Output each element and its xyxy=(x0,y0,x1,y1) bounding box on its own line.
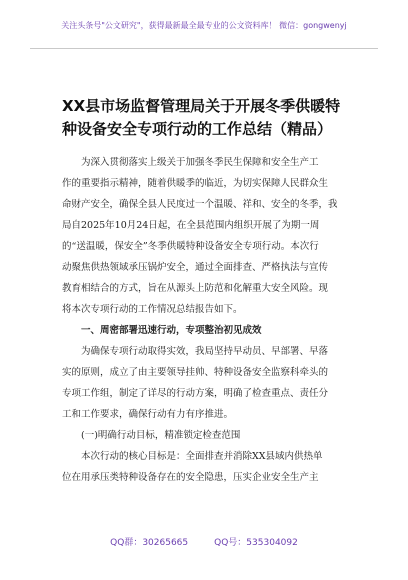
body-line: 工和工作要求，确保行动有力有序推进。 xyxy=(62,409,234,420)
body-line: 将本次专项行动的工作情况总结报告如下。 xyxy=(62,304,243,315)
body-line: 位在用承压类特种设备存在的安全隐患，压实企业安全生产主 xyxy=(62,472,319,483)
body-line: 本次行动的核心目标是：全面排查并消除XX县域内供热单 xyxy=(81,451,323,462)
header-banner: 关注头条号"公文研究"，获得最新最全最专业的公文资料库！ 微信：gongwenyj xyxy=(61,21,347,30)
title-line: XX县市场监督管理局关于开展冬季供暖特 xyxy=(62,97,341,115)
body-line: 的“送温暖，保安全”冬季供暖特种设备安全专项行动。本次行 xyxy=(62,241,319,252)
body-line: 实的原则，成立了由主要领导挂帅、特种设备安全监察科牵头的 xyxy=(62,367,329,378)
document-body xyxy=(62,152,354,488)
body-line: 动聚焦供热领域承压锅炉安全，通过全面排查、严格执法与宣传 xyxy=(62,262,329,273)
subsection-heading: (一)明确行动目标，精准锁定检查范围 xyxy=(81,430,241,441)
qq-number: QQ号：535304092 xyxy=(214,538,298,548)
body-line: 专项工作组，制定了详尽的行动方案，明确了检查重点、责任分 xyxy=(62,388,329,399)
header-divider xyxy=(30,48,378,49)
document-title xyxy=(62,95,362,141)
qq-group: QQ群：30265665 xyxy=(110,538,189,548)
title-line: 种设备安全专项行动的工作总结（精品） xyxy=(62,120,333,138)
body-line: 为深入贯彻落实上级关于加强冬季民生保障和安全生产工 xyxy=(81,157,319,168)
body-line: 命财产安全，确保全县人民度过一个温暖、祥和、安全的冬季，我 xyxy=(62,199,338,210)
body-line: 教育相结合的方式，旨在从源头上防范和化解重大安全风险。现 xyxy=(62,283,329,294)
body-line: 为确保专项行动取得实效，我局坚持早动员、早部署、早落 xyxy=(81,346,329,357)
footer-contact xyxy=(0,535,408,548)
section-heading: 一、周密部署迅速行动，专项整治初见成效 xyxy=(81,325,262,336)
body-line: 作的重要指示精神，随着供暖季的临近，为切实保障人民群众生 xyxy=(62,178,329,189)
body-line: 局自2025年10月24日起，在全县范围内组织开展了为期一周 xyxy=(62,220,320,231)
